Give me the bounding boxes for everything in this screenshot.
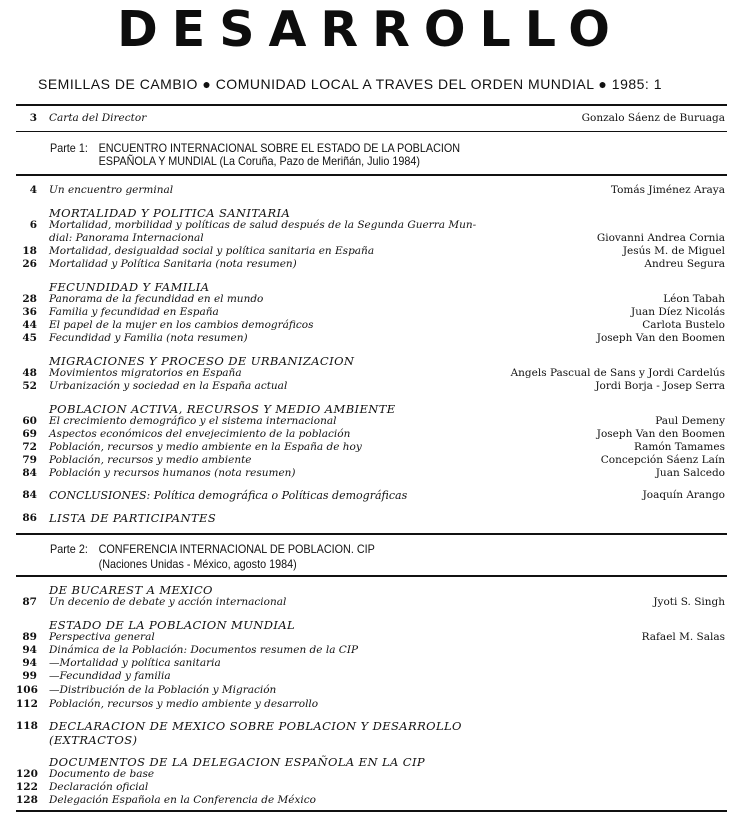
- entry-author: Tomás Jiménez Araya: [610, 184, 725, 196]
- part-2-header-line-2: [50, 557, 297, 571]
- toc-entry[interactable]: [16, 332, 727, 345]
- part-title-line-2: ESPAÑOLA Y MUNDIAL (La Coruña, Pazo de Meriñán, Julio 1984): [98, 154, 420, 168]
- toc-entry[interactable]: [16, 184, 727, 197]
- toc-entry[interactable]: [16, 454, 727, 467]
- entry-author: Giovanni Andrea Cornia: [596, 232, 725, 244]
- entry-title: El crecimiento demográfico y el sistema internacional: [49, 415, 337, 427]
- section-heading: DE BUCAREST A MEXICO: [49, 583, 213, 597]
- page-number: 45: [22, 332, 37, 344]
- entry-author: Joaquín Arango: [642, 489, 725, 501]
- section-heading: MIGRACIONES Y PROCESO DE URBANIZACION: [49, 354, 355, 368]
- toc-entry[interactable]: [16, 512, 727, 525]
- entry-title-line-2: (EXTRACTOS): [49, 733, 138, 747]
- entry-author: Rafael M. Salas: [641, 631, 725, 643]
- divider: [16, 575, 727, 577]
- entry-title: Población, recursos y medio ambiente: [49, 454, 252, 466]
- page-number: 72: [22, 441, 37, 453]
- toc-entry[interactable]: [16, 698, 727, 711]
- entry-title-line-2: dial: Panorama Internacional: [49, 232, 204, 244]
- part-2-header: [50, 542, 375, 556]
- bullet-icon: ●: [598, 76, 608, 92]
- entry-title: Dinámica de la Población: Documentos resumen de la CIP: [49, 644, 359, 656]
- entry-author: Paul Demeny: [655, 415, 725, 427]
- section-heading: ESTADO DE LA POBLACION MUNDIAL: [49, 618, 296, 632]
- toc-entry[interactable]: [16, 258, 727, 271]
- part-title-line-1: CONFERENCIA INTERNACIONAL DE POBLACION. CIP: [98, 542, 375, 556]
- divider: [16, 174, 727, 176]
- entry-title: Urbanización y sociedad en la España actual: [49, 380, 288, 392]
- page-number: 6: [29, 219, 37, 231]
- entry-title: —Distribución de la Población y Migración: [49, 684, 277, 696]
- page-number: 89: [22, 631, 37, 643]
- entry-author: Gonzalo Sáenz de Buruaga: [581, 112, 725, 124]
- entry-author: Carlota Bustelo: [642, 319, 725, 331]
- page-number: 120: [16, 768, 38, 780]
- entry-title: Movimientos migratorios en España: [49, 367, 242, 379]
- page-number: 79: [22, 454, 37, 466]
- subtitle-part-1: SEMILLAS DE CAMBIO: [38, 76, 198, 92]
- toc-entry[interactable]: [16, 684, 727, 697]
- entry-author: Jyoti S. Singh: [653, 596, 725, 608]
- entry-author: Andreu Segura: [644, 258, 725, 270]
- section-heading: MORTALIDAD Y POLITICA SANITARIA: [49, 206, 291, 220]
- entry-title: DECLARACION DE MEXICO SOBRE POBLACION Y DESARROLLO: [49, 719, 462, 733]
- entry-author: Angels Pascual de Sans y Jordi Cardelús: [510, 367, 725, 379]
- entry-title: —Fecundidad y familia: [49, 670, 171, 682]
- subtitle-line: [38, 76, 662, 92]
- entry-title: CONCLUSIONES: Política demográfica o Políticas demográficas: [49, 489, 408, 502]
- page-number: 94: [22, 657, 37, 669]
- entry-author: Léon Tabah: [663, 293, 725, 305]
- toc-entry[interactable]: [16, 596, 727, 609]
- toc-entry[interactable]: [16, 112, 727, 125]
- masthead-title: DESARROLLO: [117, 1, 624, 58]
- toc-entry[interactable]: [16, 720, 727, 733]
- part-1-header: [50, 141, 460, 155]
- page-number: 18: [22, 245, 37, 257]
- page-number: 87: [22, 596, 37, 608]
- page-number: 28: [22, 293, 37, 305]
- page-number: 36: [22, 306, 37, 318]
- page-number: 106: [16, 684, 38, 696]
- entry-author: Juan Díez Nicolás: [631, 306, 725, 318]
- page-number: 52: [22, 380, 37, 392]
- issue-number: 1985: 1: [611, 76, 662, 92]
- page-number: 84: [22, 467, 37, 479]
- entry-author: Jesús M. de Miguel: [622, 245, 725, 257]
- entry-author: Joseph Van den Boomen: [596, 428, 725, 440]
- page-number: 60: [22, 415, 37, 427]
- page-number: 3: [29, 112, 37, 124]
- toc-entry[interactable]: [16, 380, 727, 393]
- page-number: 94: [22, 644, 37, 656]
- entry-title: Población, recursos y medio ambiente en la España de hoy: [49, 441, 362, 453]
- entry-author: Concepción Sáenz Laín: [600, 454, 725, 466]
- toc-entry[interactable]: [16, 781, 727, 794]
- entry-title: Mortalidad, desigualdad social y política sanitaria en España: [49, 245, 375, 257]
- entry-title: Perspectiva general: [49, 631, 155, 643]
- entry-title: Carta del Director: [49, 112, 147, 124]
- toc-entry[interactable]: [16, 415, 727, 428]
- part-1-header-line-2: [50, 154, 420, 168]
- toc-entry[interactable]: [16, 657, 727, 670]
- page-number: 118: [16, 720, 38, 732]
- toc-entry[interactable]: [16, 306, 727, 319]
- entry-title: Población, recursos y medio ambiente y desarrollo: [49, 698, 319, 710]
- page-number: 48: [22, 367, 37, 379]
- part-title-line-1: ENCUENTRO INTERNACIONAL SOBRE EL ESTADO DE LA POBLACION: [98, 141, 461, 155]
- toc-entry-continued[interactable]: [16, 232, 727, 245]
- page-number: 128: [16, 794, 38, 806]
- page-number: 122: [16, 781, 38, 793]
- toc-entry[interactable]: [16, 489, 727, 502]
- entry-author: Juan Salcedo: [655, 467, 725, 479]
- entry-title: Declaración oficial: [49, 781, 149, 793]
- toc-entry[interactable]: [16, 644, 727, 657]
- page-number: 99: [22, 670, 37, 682]
- page-number: 4: [29, 184, 37, 196]
- entry-title: Un encuentro germinal: [49, 184, 174, 196]
- entry-title: LISTA DE PARTICIPANTES: [49, 511, 217, 525]
- entry-title: Familia y fecundidad en España: [49, 306, 219, 318]
- entry-title: Un decenio de debate y acción internacional: [49, 596, 287, 608]
- entry-title: Mortalidad y Política Sanitaria (nota resumen): [49, 258, 297, 270]
- entry-title: Mortalidad, morbilidad y políticas de salud después de la Segunda Guerra Mun-: [49, 219, 477, 231]
- subtitle-part-2: COMUNIDAD LOCAL A TRAVES DEL ORDEN MUNDIAL: [215, 76, 595, 92]
- entry-title: Población y recursos humanos (nota resumen): [49, 467, 296, 479]
- entry-title: Delegación Española en la Conferencia de México: [49, 794, 316, 806]
- entry-title: Aspectos económicos del envejecimiento de la población: [49, 428, 351, 440]
- part-label: Parte 1:: [50, 141, 88, 155]
- toc-entry[interactable]: [16, 319, 727, 332]
- toc-entry[interactable]: [16, 441, 727, 454]
- page-number: 86: [22, 512, 37, 524]
- part-label: Parte 2:: [50, 542, 88, 556]
- toc-entry[interactable]: [16, 293, 727, 306]
- entry-title: Documento de base: [49, 768, 155, 780]
- toc-entry[interactable]: [16, 631, 727, 644]
- page-number: 44: [22, 319, 37, 331]
- entry-author: Ramón Tamames: [633, 441, 725, 453]
- toc-entry[interactable]: [16, 219, 727, 232]
- page-number: 26: [22, 258, 37, 270]
- divider: [16, 810, 727, 812]
- toc-entry[interactable]: [16, 467, 727, 480]
- section-heading: POBLACION ACTIVA, RECURSOS Y MEDIO AMBIENTE: [49, 402, 396, 416]
- page-number: 69: [22, 428, 37, 440]
- entry-title: Panorama de la fecundidad en el mundo: [49, 293, 264, 305]
- entry-author: Jordi Borja - Josep Serra: [595, 380, 725, 392]
- toc-entry[interactable]: [16, 670, 727, 683]
- bullet-icon: ●: [202, 76, 212, 92]
- page-number: 84: [22, 489, 37, 501]
- page-number: 112: [16, 698, 38, 710]
- divider: [16, 104, 727, 106]
- entry-title: Fecundidad y Familia (nota resumen): [49, 332, 248, 344]
- section-heading: DOCUMENTOS DE LA DELEGACION ESPAÑOLA EN LA CIP: [49, 755, 426, 769]
- divider: [16, 131, 727, 132]
- entry-author: Joseph Van den Boomen: [596, 332, 725, 344]
- toc-entry[interactable]: [16, 428, 727, 441]
- divider: [16, 533, 727, 535]
- toc-entry[interactable]: [16, 245, 727, 258]
- part-title-line-2: (Naciones Unidas - México, agosto 1984): [98, 557, 297, 571]
- entry-title: El papel de la mujer en los cambios demográficos: [49, 319, 314, 331]
- toc-entry-continued[interactable]: [16, 734, 727, 747]
- toc-entry[interactable]: [16, 367, 727, 380]
- toc-entry[interactable]: [16, 768, 727, 781]
- entry-title: —Mortalidad y política sanitaria: [49, 657, 221, 669]
- section-heading: FECUNDIDAD Y FAMILIA: [49, 280, 210, 294]
- toc-entry[interactable]: [16, 794, 727, 807]
